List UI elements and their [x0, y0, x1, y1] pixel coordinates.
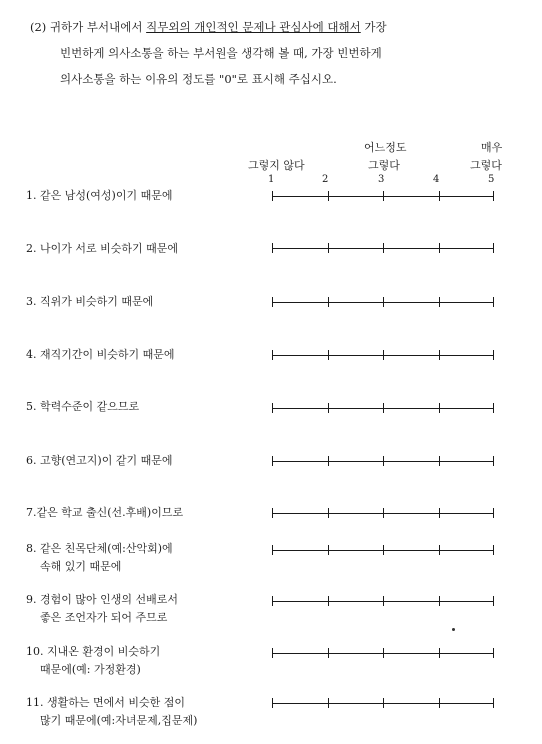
- scale-tick-5[interactable]: [493, 596, 494, 606]
- scale-tick-1[interactable]: [272, 596, 273, 606]
- scale-tick-3[interactable]: [383, 403, 384, 413]
- survey-item-2: [26, 240, 178, 258]
- scale-tick-5[interactable]: [493, 456, 494, 466]
- scale-tick-5[interactable]: [493, 350, 494, 360]
- scale-tick-4[interactable]: [439, 191, 440, 201]
- scale-tick-5[interactable]: [493, 545, 494, 555]
- scale-tick-5[interactable]: [493, 297, 494, 307]
- scale-tick-2[interactable]: [328, 545, 329, 555]
- scale-label-somewhat-bottom: 그렇다: [368, 159, 400, 172]
- scale-tick-4[interactable]: [439, 243, 440, 253]
- scale-tick-2[interactable]: [328, 297, 329, 307]
- scale-number-2: 2: [322, 174, 329, 185]
- scale-tick-5[interactable]: [493, 243, 494, 253]
- rating-scale-1[interactable]: [272, 191, 494, 201]
- scale-tick-5[interactable]: [493, 698, 494, 708]
- instruction-underlined-phrase: 직무외의 개인적인 문제나 관심사에 대해서: [146, 20, 361, 34]
- item-text: 7.같은 학교 출신(선.후배)이므로: [26, 506, 184, 519]
- scale-tick-1[interactable]: [272, 403, 273, 413]
- survey-item-7: [26, 504, 183, 522]
- scale-label-not-so: 그렇지 않다: [248, 159, 305, 172]
- scale-tick-3[interactable]: [383, 243, 384, 253]
- scale-tick-2[interactable]: [328, 648, 329, 658]
- scale-tick-5[interactable]: [493, 191, 494, 201]
- scale-tick-3[interactable]: [383, 545, 384, 555]
- instruction-line1-suffix: 가장: [360, 20, 387, 34]
- scale-tick-3[interactable]: [383, 508, 384, 518]
- rating-scale-6[interactable]: [272, 456, 494, 466]
- rating-scale-3[interactable]: [272, 297, 494, 307]
- scale-label-very-top: 매우: [481, 141, 503, 154]
- scale-number-3: 3: [378, 174, 385, 185]
- scale-tick-4[interactable]: [439, 350, 440, 360]
- item-text-cont: 때문에(예: 가정환경): [40, 663, 141, 676]
- scale-tick-1[interactable]: [272, 191, 273, 201]
- scale-tick-4[interactable]: [439, 596, 440, 606]
- survey-item-11: [26, 694, 197, 730]
- scale-tick-2[interactable]: [328, 698, 329, 708]
- survey-item-5: [26, 398, 139, 416]
- rating-scale-5[interactable]: [272, 403, 494, 413]
- scale-tick-2[interactable]: [328, 456, 329, 466]
- scale-tick-1[interactable]: [272, 545, 273, 555]
- item-text-cont: 좋은 조언자가 되어 주므로: [40, 611, 168, 624]
- item-text: 2. 나이가 서로 비슷하기 때문에: [26, 242, 178, 255]
- scale-tick-2[interactable]: [328, 350, 329, 360]
- rating-scale-8[interactable]: [272, 545, 494, 555]
- scale-tick-3[interactable]: [383, 596, 384, 606]
- scale-label-somewhat-top: 어느정도: [364, 141, 407, 154]
- scale-tick-2[interactable]: [328, 403, 329, 413]
- scale-tick-1[interactable]: [272, 648, 273, 658]
- scale-tick-2[interactable]: [328, 596, 329, 606]
- item-text: 9. 경험이 많아 인생의 선배로서: [26, 593, 178, 606]
- scale-tick-3[interactable]: [383, 456, 384, 466]
- instruction-line2: 빈번하게 의사소통을 하는 부서원을 생각해 볼 때, 가장 빈번하게: [60, 46, 382, 60]
- rating-scale-10[interactable]: [272, 648, 494, 658]
- scale-number-4: 4: [433, 174, 440, 185]
- scale-tick-5[interactable]: [493, 508, 494, 518]
- scale-tick-1[interactable]: [272, 508, 273, 518]
- item-text: 3. 직위가 비슷하기 때문에: [26, 295, 154, 308]
- scale-tick-4[interactable]: [439, 508, 440, 518]
- item-text: 4. 재직기간이 비슷하기 때문에: [26, 348, 175, 361]
- scale-label-very-bottom: 그렇다: [470, 159, 502, 172]
- question-instruction: [30, 14, 530, 92]
- item-text-cont: 많기 때문에(예:자녀문제,집문제): [40, 714, 198, 727]
- survey-item-10: [26, 643, 160, 679]
- item-text-cont: 속해 있기 때문에: [40, 560, 122, 573]
- print-speck: [452, 628, 455, 631]
- scale-tick-4[interactable]: [439, 648, 440, 658]
- survey-item-4: [26, 346, 175, 364]
- survey-item-9: [26, 591, 178, 627]
- scale-tick-3[interactable]: [383, 648, 384, 658]
- rating-scale-4[interactable]: [272, 350, 494, 360]
- scale-tick-4[interactable]: [439, 297, 440, 307]
- survey-item-3: [26, 293, 153, 311]
- rating-scale-7[interactable]: [272, 508, 494, 518]
- scale-tick-3[interactable]: [383, 297, 384, 307]
- item-text: 8. 같은 친목단체(예:산악회)에: [26, 542, 173, 555]
- scale-tick-2[interactable]: [328, 243, 329, 253]
- scale-tick-5[interactable]: [493, 403, 494, 413]
- scale-tick-4[interactable]: [439, 698, 440, 708]
- scale-number-1: 1: [268, 174, 275, 185]
- survey-item-6: [26, 452, 172, 470]
- scale-tick-1[interactable]: [272, 297, 273, 307]
- instruction-line3: 의사소통을 하는 이유의 정도를 "0"로 표시해 주십시오.: [60, 72, 337, 86]
- scale-tick-1[interactable]: [272, 698, 273, 708]
- scale-tick-1[interactable]: [272, 243, 273, 253]
- rating-scale-9[interactable]: [272, 596, 494, 606]
- rating-scale-11[interactable]: [272, 698, 494, 708]
- item-text: 11. 생활하는 면에서 비슷한 점이: [26, 696, 185, 709]
- scale-tick-2[interactable]: [328, 508, 329, 518]
- scale-tick-3[interactable]: [383, 350, 384, 360]
- instruction-line1-prefix: (2) 귀하가 부서내에서: [30, 20, 147, 34]
- scale-tick-3[interactable]: [383, 698, 384, 708]
- survey-item-1: [26, 187, 172, 205]
- scale-tick-4[interactable]: [439, 403, 440, 413]
- scale-tick-5[interactable]: [493, 648, 494, 658]
- scale-tick-3[interactable]: [383, 191, 384, 201]
- item-text: 6. 고향(연고지)이 같기 때문에: [26, 454, 173, 467]
- item-text: 10. 지내온 환경이 비슷하기: [26, 645, 161, 658]
- scale-number-5: 5: [488, 174, 495, 185]
- item-text: 5. 학력수준이 같으므로: [26, 400, 140, 413]
- scale-tick-1[interactable]: [272, 350, 273, 360]
- survey-item-8: [26, 540, 173, 576]
- scale-tick-4[interactable]: [439, 456, 440, 466]
- scale-tick-2[interactable]: [328, 191, 329, 201]
- item-text: 1. 같은 남성(여성)이기 때문에: [26, 189, 173, 202]
- rating-scale-2[interactable]: [272, 243, 494, 253]
- scale-tick-4[interactable]: [439, 545, 440, 555]
- scale-tick-1[interactable]: [272, 456, 273, 466]
